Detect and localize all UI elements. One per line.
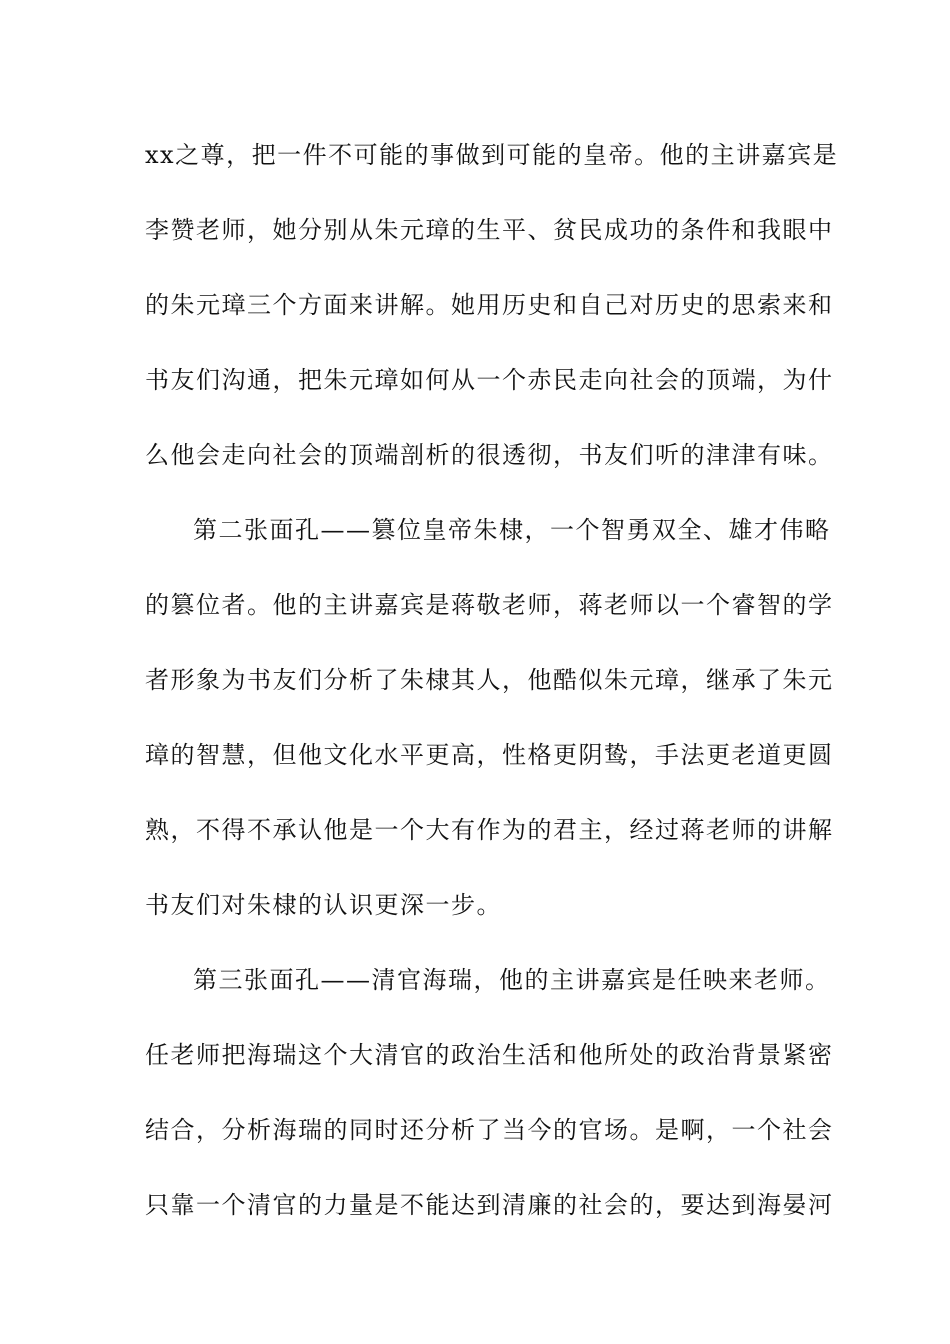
paragraph-first-line: 第三张面孔——清官海瑞，他的主讲嘉宾是任映来老师。 [193,966,831,994]
text-line: 书友们对朱棣的认识更深一步。 [145,891,502,919]
text-line: 任老师把海瑞这个大清官的政治生活和他所处的政治背景紧密 [145,1041,834,1069]
text-line: 熟，不得不承认他是一个大有作为的君主，经过蒋老师的讲解 [145,816,834,844]
text-line: xx之尊，把一件不可能的事做到可能的皇帝。他的主讲嘉宾是 [145,141,839,169]
text-line: 李赞老师，她分别从朱元璋的生平、贫民成功的条件和我眼中 [145,216,834,244]
text-line: 只靠一个清官的力量是不能达到清廉的社会的，要达到海晏河 [145,1191,834,1219]
text-line: 结合，分析海瑞的同时还分析了当今的官场。是啊，一个社会 [145,1116,834,1144]
text-line: 者形象为书友们分析了朱棣其人，他酷似朱元璋，继承了朱元 [145,666,834,694]
document-body [145,130,839,1255]
text-line: 书友们沟通，把朱元璋如何从一个赤民走向社会的顶端，为什 [145,366,834,394]
paragraph-first-line: 第二张面孔——篡位皇帝朱棣，一个智勇双全、雄才伟略 [193,516,831,544]
text-line: 的朱元璋三个方面来讲解。她用历史和自己对历史的思索来和 [145,291,834,319]
text-line: 璋的智慧，但他文化水平更高，性格更阴鸷，手法更老道更圆 [145,741,834,769]
text-line: 的篡位者。他的主讲嘉宾是蒋敬老师，蒋老师以一个睿智的学 [145,591,834,619]
text-line: 么他会走向社会的顶端剖析的很透彻，书友们听的津津有味。 [145,441,834,469]
